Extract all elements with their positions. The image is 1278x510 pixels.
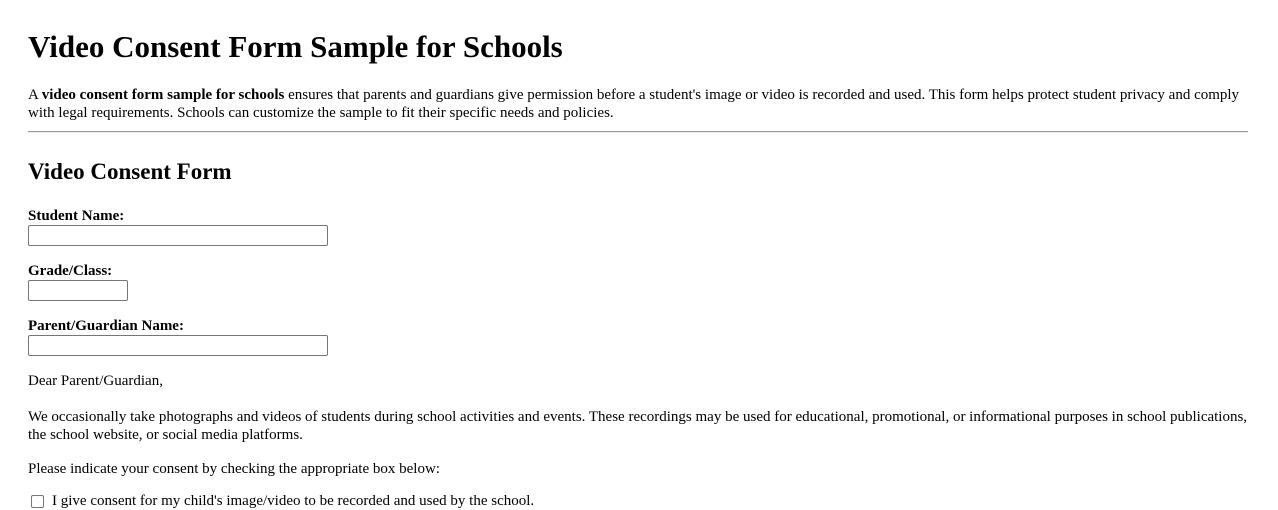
intro-paragraph [28,86,1250,122]
parent-guardian-name-input[interactable] [28,335,328,356]
consent-option-label: I give consent for my child's image/video to be recorded and used by the school. [52,493,535,509]
grade-class-label: Grade/Class: [28,263,113,279]
parent-guardian-name-label: Parent/Guardian Name: [28,318,184,334]
consent-instruction: Please indicate your consent by checking the appropriate box below: [28,461,440,477]
form-title: Video Consent Form [28,159,232,184]
grade-class-input[interactable] [28,280,128,301]
intro-prefix: A [28,87,42,103]
body-paragraph: We occasionally take photographs and videos of students during school activities and events. These recordings may be used for educational, promotional, or informational purposes in school publications, the school website, or social media platforms. [28,409,1248,443]
student-name-input[interactable] [28,225,328,246]
intro-keyword: video consent form sample for schools [41,87,285,103]
greeting-text: Dear Parent/Guardian, [28,373,163,389]
intro-text: ensures that parents and guardians give permission before a student's image or video is recorded and used. This form helps protect student privacy and comply with legal requirements. Schools can customize the sample to fit their specific needs and policies. [28,87,1240,121]
page-title: Video Consent Form Sample for Schools [28,29,563,64]
student-name-label: Student Name: [28,208,125,224]
section-divider [28,131,1248,133]
consent-option[interactable] [28,492,534,510]
consent-checkbox[interactable] [31,495,44,508]
